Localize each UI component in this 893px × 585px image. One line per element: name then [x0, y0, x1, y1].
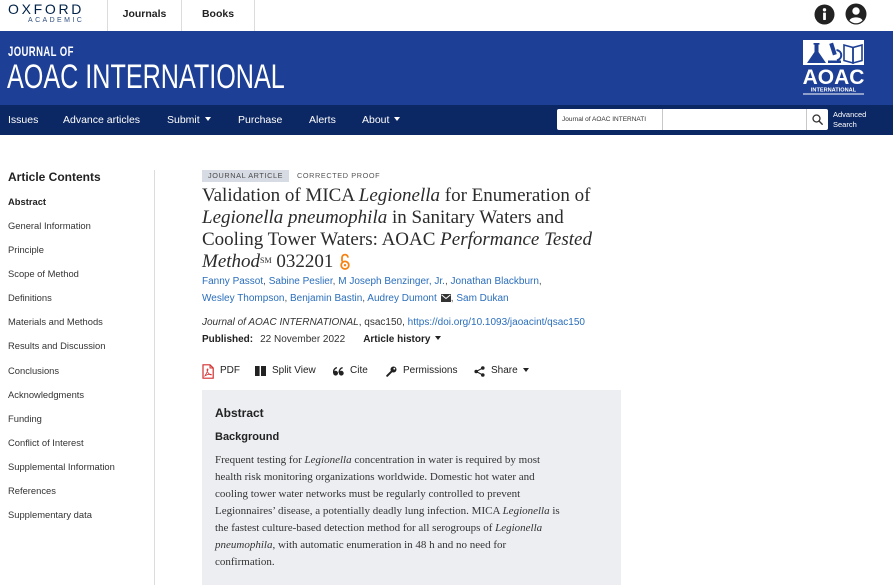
text-segment: concentration in water is required by most — [351, 453, 541, 466]
cite-button[interactable] — [333, 363, 368, 379]
abstract-panel — [202, 390, 621, 585]
advanced-search-link[interactable] — [833, 110, 866, 130]
sidebar-item-supplemental-information[interactable]: Supplemental Information — [8, 460, 115, 472]
author-link[interactable]: Sam Dukan — [456, 293, 509, 304]
author-link[interactable]: Sabine Peslier — [268, 276, 333, 287]
share-button[interactable] — [474, 363, 529, 379]
nav-label: Purchase — [238, 114, 283, 126]
chevron-down-icon — [394, 117, 400, 121]
tab-journals[interactable]: Journals — [108, 0, 182, 31]
italic-text: Legionella — [304, 453, 352, 466]
article-history-toggle[interactable] — [363, 334, 441, 345]
split-view-label: Split View — [272, 365, 316, 376]
pdf-button[interactable] — [202, 363, 240, 379]
author-separator: , — [538, 276, 542, 287]
abstract-line — [215, 503, 560, 520]
brand-bottom: ACADEMIC — [28, 17, 85, 24]
article-contents-heading: Article Contents — [8, 170, 101, 184]
nav-label: About — [362, 114, 390, 126]
title-line — [202, 229, 592, 251]
nav-advance-articles[interactable] — [63, 105, 140, 135]
journal-nav — [0, 105, 893, 135]
nav-label: Issues — [8, 114, 39, 126]
author-list — [202, 273, 542, 307]
author-link[interactable]: Jonathan Blackburn — [450, 276, 539, 287]
text-segment: confirmation. — [215, 555, 275, 568]
article-contents-list — [8, 196, 115, 533]
nav-submit[interactable] — [167, 105, 211, 135]
author-link[interactable]: Benjamin Bastin — [290, 293, 363, 304]
journal-banner — [0, 31, 893, 105]
text-segment: in Sanitary Waters and — [387, 207, 564, 228]
italic-text: Legionella — [358, 185, 441, 206]
text-segment: for Enumeration of — [440, 185, 591, 206]
text-segment: the fastest culture-based detection method for all serogroups of — [215, 521, 496, 534]
sidebar-item-results-and-discussion[interactable]: Results and Discussion — [8, 340, 106, 352]
title-line-text — [202, 251, 333, 272]
search-icon — [812, 114, 823, 125]
sidebar-item-definitions[interactable]: Definitions — [8, 292, 52, 304]
site-tabs — [107, 0, 255, 31]
journal-title-large[interactable]: AOAC INTERNATIONAL — [7, 58, 285, 96]
abstract-subheading: Background — [215, 431, 280, 443]
author-separator: , — [332, 276, 339, 287]
advanced-search-line2: Search — [833, 120, 857, 129]
published-label: Published: — [202, 334, 254, 345]
cite-label: Cite — [350, 365, 368, 376]
italic-text: Journal of AOAC INTERNATIONAL — [202, 317, 359, 328]
text-segment: cooling tower water networks must be regularly controlled to prevent — [215, 487, 521, 500]
italic-text: Performance Tested — [440, 229, 592, 250]
author-line — [202, 290, 542, 307]
published-line — [202, 333, 441, 347]
italic-text: Legionella pneumophila — [202, 207, 388, 228]
nav-label: Alerts — [309, 114, 336, 126]
article-title — [202, 185, 592, 273]
text-segment: Cooling Tower Waters: AOAC — [202, 229, 441, 250]
published-date: 22 November 2022 — [260, 334, 346, 345]
abstract-text — [215, 452, 560, 571]
sidebar-item-principle[interactable]: Principle — [8, 244, 44, 256]
advanced-search-line1: Advanced — [833, 110, 867, 119]
italic-text: pneumophila — [215, 538, 273, 551]
envelope-icon[interactable] — [437, 293, 451, 304]
search-scope-select[interactable]: Journal of AOAC INTERNATI — [557, 109, 663, 130]
cite-icon — [333, 367, 344, 376]
abstract-line — [215, 554, 560, 571]
author-separator: , — [450, 293, 457, 304]
author-link[interactable]: Fanny Passot — [202, 276, 264, 287]
permissions-icon — [386, 366, 397, 377]
search-input[interactable] — [664, 109, 805, 130]
sidebar-item-general-information[interactable]: General Information — [8, 220, 91, 232]
sidebar-item-supplementary-data[interactable]: Supplementary data — [8, 509, 92, 521]
chevron-down-icon — [205, 117, 211, 121]
doi-link[interactable]: https://doi.org/10.1093/jaoacint/qsac150 — [407, 317, 585, 328]
sidebar-item-conclusions[interactable]: Conclusions — [8, 364, 60, 376]
sidebar-item-materials-and-methods[interactable]: Materials and Methods — [8, 316, 103, 328]
author-link[interactable]: M Joseph Benzinger, Jr. — [338, 276, 445, 287]
author-separator: , — [362, 293, 368, 304]
author-separator: , — [444, 276, 451, 287]
user-icon[interactable] — [845, 3, 867, 25]
split-view-button[interactable] — [255, 363, 316, 379]
title-line — [202, 207, 592, 229]
title-line — [202, 185, 592, 207]
permissions-label: Permissions — [403, 365, 458, 376]
logo-text: AOAC — [802, 66, 865, 89]
text-segment: Frequent testing for — [215, 453, 305, 466]
author-link[interactable]: Wesley Thompson — [202, 293, 285, 304]
open-access-icon — [340, 253, 350, 270]
share-label: Share — [491, 365, 518, 376]
abstract-heading: Abstract — [215, 406, 264, 420]
superscript-text: SM — [260, 256, 272, 265]
abstract-line — [215, 486, 560, 503]
article-type-badge: JOURNAL ARTICLE — [202, 170, 289, 182]
search-bar — [557, 109, 828, 130]
text-segment: , qsac150, — [358, 317, 408, 328]
nav-about[interactable] — [362, 105, 400, 135]
journal-title-small[interactable]: JOURNAL OF — [8, 43, 74, 59]
sidebar-item-conflict-of-interest[interactable]: Conflict of Interest — [8, 436, 84, 448]
text-segment: Legionnaires’ disease, a potentially deadly lung infection. MICA — [215, 504, 503, 517]
pdf-label: PDF — [220, 365, 240, 376]
pdf-icon — [202, 364, 214, 379]
author-line — [202, 273, 542, 290]
site-header — [0, 0, 893, 31]
nav-issues[interactable] — [8, 105, 38, 135]
sidebar-item-references[interactable]: References — [8, 484, 56, 496]
text-segment: is — [549, 504, 560, 517]
info-icon[interactable] — [814, 4, 835, 25]
italic-text: Legionella — [502, 504, 550, 517]
nav-label: Submit — [167, 114, 200, 126]
sidebar-item-acknowledgments[interactable]: Acknowledgments — [8, 388, 85, 400]
split-view-icon — [255, 366, 266, 376]
chevron-down-icon — [523, 368, 529, 372]
abstract-line — [215, 452, 560, 469]
sidebar-item-abstract[interactable]: Abstract — [8, 196, 47, 207]
nav-label: Advance articles — [63, 114, 141, 126]
author-link[interactable]: Audrey Dumont — [367, 293, 437, 304]
abstract-line — [215, 469, 560, 486]
abstract-line — [215, 537, 560, 554]
sidebar-item-scope-of-method[interactable]: Scope of Method — [8, 268, 79, 280]
title-line — [202, 251, 592, 273]
nav-purchase[interactable] — [238, 105, 282, 135]
permissions-button[interactable] — [386, 363, 457, 379]
text-segment: , with automatic enumeration in 48 h and no need for — [272, 538, 507, 551]
sidebar-item-funding[interactable]: Funding — [8, 412, 42, 424]
brand-top: OXFORD — [8, 1, 85, 17]
share-icon — [474, 366, 485, 377]
citation-line — [202, 316, 585, 330]
text-segment: 032201 — [271, 251, 334, 272]
italic-text: Method — [202, 251, 261, 272]
italic-text: Legionella — [495, 521, 543, 534]
text-segment: Validation of MICA — [202, 185, 359, 206]
nav-alerts[interactable] — [309, 105, 336, 135]
abstract-line — [215, 520, 560, 537]
search-button[interactable] — [806, 109, 828, 130]
aoac-logo[interactable] — [800, 39, 866, 96]
chevron-down-icon — [435, 336, 441, 340]
logo-subtext: INTERNATIONAL — [810, 87, 857, 94]
article-history-label: Article history — [363, 334, 431, 345]
author-separator: , — [263, 276, 269, 287]
author-separator: , — [284, 293, 291, 304]
sidebar-divider — [154, 170, 155, 585]
tab-books[interactable]: Books — [182, 0, 255, 31]
article-status: CORRECTED PROOF — [297, 171, 381, 180]
text-segment: health risk monitoring organizations worldwide. Domestic hot water and — [215, 470, 535, 483]
